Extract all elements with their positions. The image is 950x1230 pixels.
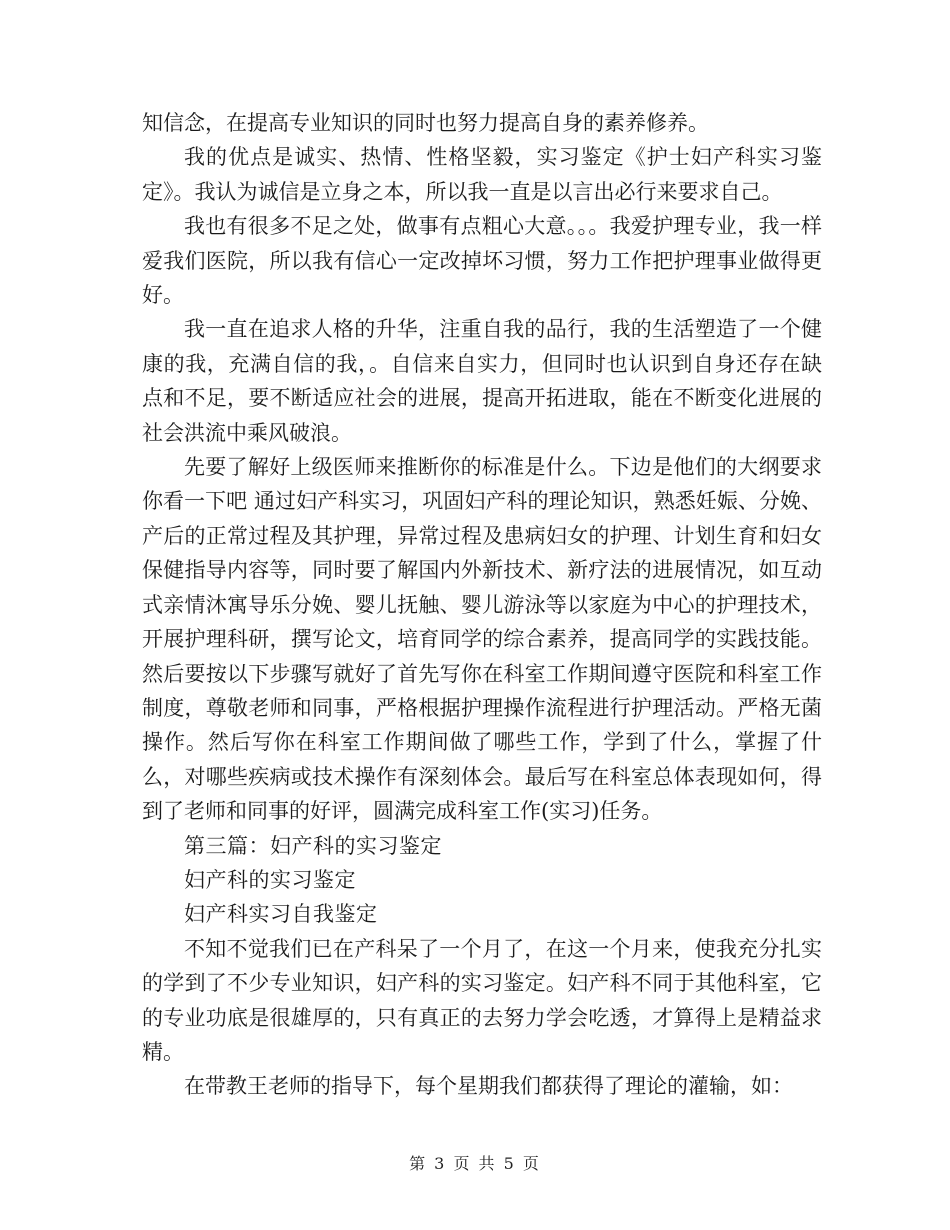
- footer-middle: 页 共: [453, 1154, 497, 1173]
- footer-page-number: 3: [434, 1154, 447, 1173]
- paragraph-strengths: 我的优点是诚实、热情、性格坚毅，实习鉴定《护士妇产科实习鉴定》。我认为诚信是立身之本，所以我一直是以言出必行来要求自己。: [142, 145, 822, 204]
- paragraph-continuation: 知信念，在提高专业知识的同时也努力提高自身的素养修养。: [142, 111, 709, 135]
- footer-prefix: 第: [409, 1154, 428, 1173]
- section-heading: 第三篇：妇产科的实习鉴定: [184, 833, 442, 858]
- paragraph-outline-requirements: 先要了解好上级医师来推断你的标准是什么。下边是他们的大纲要求 你看一下吧 通过妇产科实习，巩固妇产科的理论知识，熟悉妊娠、分娩、产后的正常过程及其护理，异常过程及患病妇女的护理、计划生育和妇女保健指导内容等，同时要了解国内外新技术、新疗法的进展情况，如互动式亲情沐寓导乐分娩、婴儿抚触、婴儿游泳等以家庭为中心的护理技术，开展护理科研，撰写论文，培育同学的综合素养，提高同学的实践技能。然后要按以下步骤写就好了首先写你在科室工作期间遵守医院和科室工作制度，尊敬老师和同事，严格根据护理操作流程进行护理活动。严格无菌操作。然后写你在科室工作期间做了哪些工作，学到了什么，掌握了什么，对哪些疾病或技术操作有深刻体会。最后写在科室总体表现如何，得到了老师和同事的好评，圆满完成科室工作(实习)任务。: [142, 455, 822, 824]
- paragraph-character: 我一直在追求人格的升华，注重自我的品行，我的生活塑造了一个健康的我，充满自信的我，。自信来自实力，但同时也认识到自身还存在缺点和不足，要不断适应社会的进展，提高开拓进取，能在不断变化进展的社会洪流中乘风破浪。: [142, 317, 822, 445]
- footer-suffix: 页: [522, 1154, 541, 1173]
- footer-total-pages: 5: [503, 1154, 516, 1173]
- page-footer: [0, 1151, 950, 1174]
- section-subtitle-self-evaluation: 妇产科实习自我鉴定: [184, 902, 378, 927]
- paragraph-one-month: 不知不觉我们已在产科呆了一个月了，在这一个月来，使我充分扎实的学到了不少专业知识，妇产科的实习鉴定。妇产科不同于其他科室，它的专业功底是很雄厚的，只有真正的去努力学会吃透，才算得上是精益求精。: [142, 936, 822, 1064]
- section-subtitle: 妇产科的实习鉴定: [184, 867, 356, 892]
- paragraph-teacher-guidance: 在带教王老师的指导下，每个星期我们都获得了理论的灌输，如：: [184, 1074, 793, 1099]
- paragraph-weaknesses: 我也有很多不足之处，做事有点粗心大意。。。我爱护理专业，我一样爱我们医院，所以我有信心一定改掉坏习惯，努力工作把护理事业做得更好。: [142, 214, 822, 308]
- document-body: [142, 106, 822, 1104]
